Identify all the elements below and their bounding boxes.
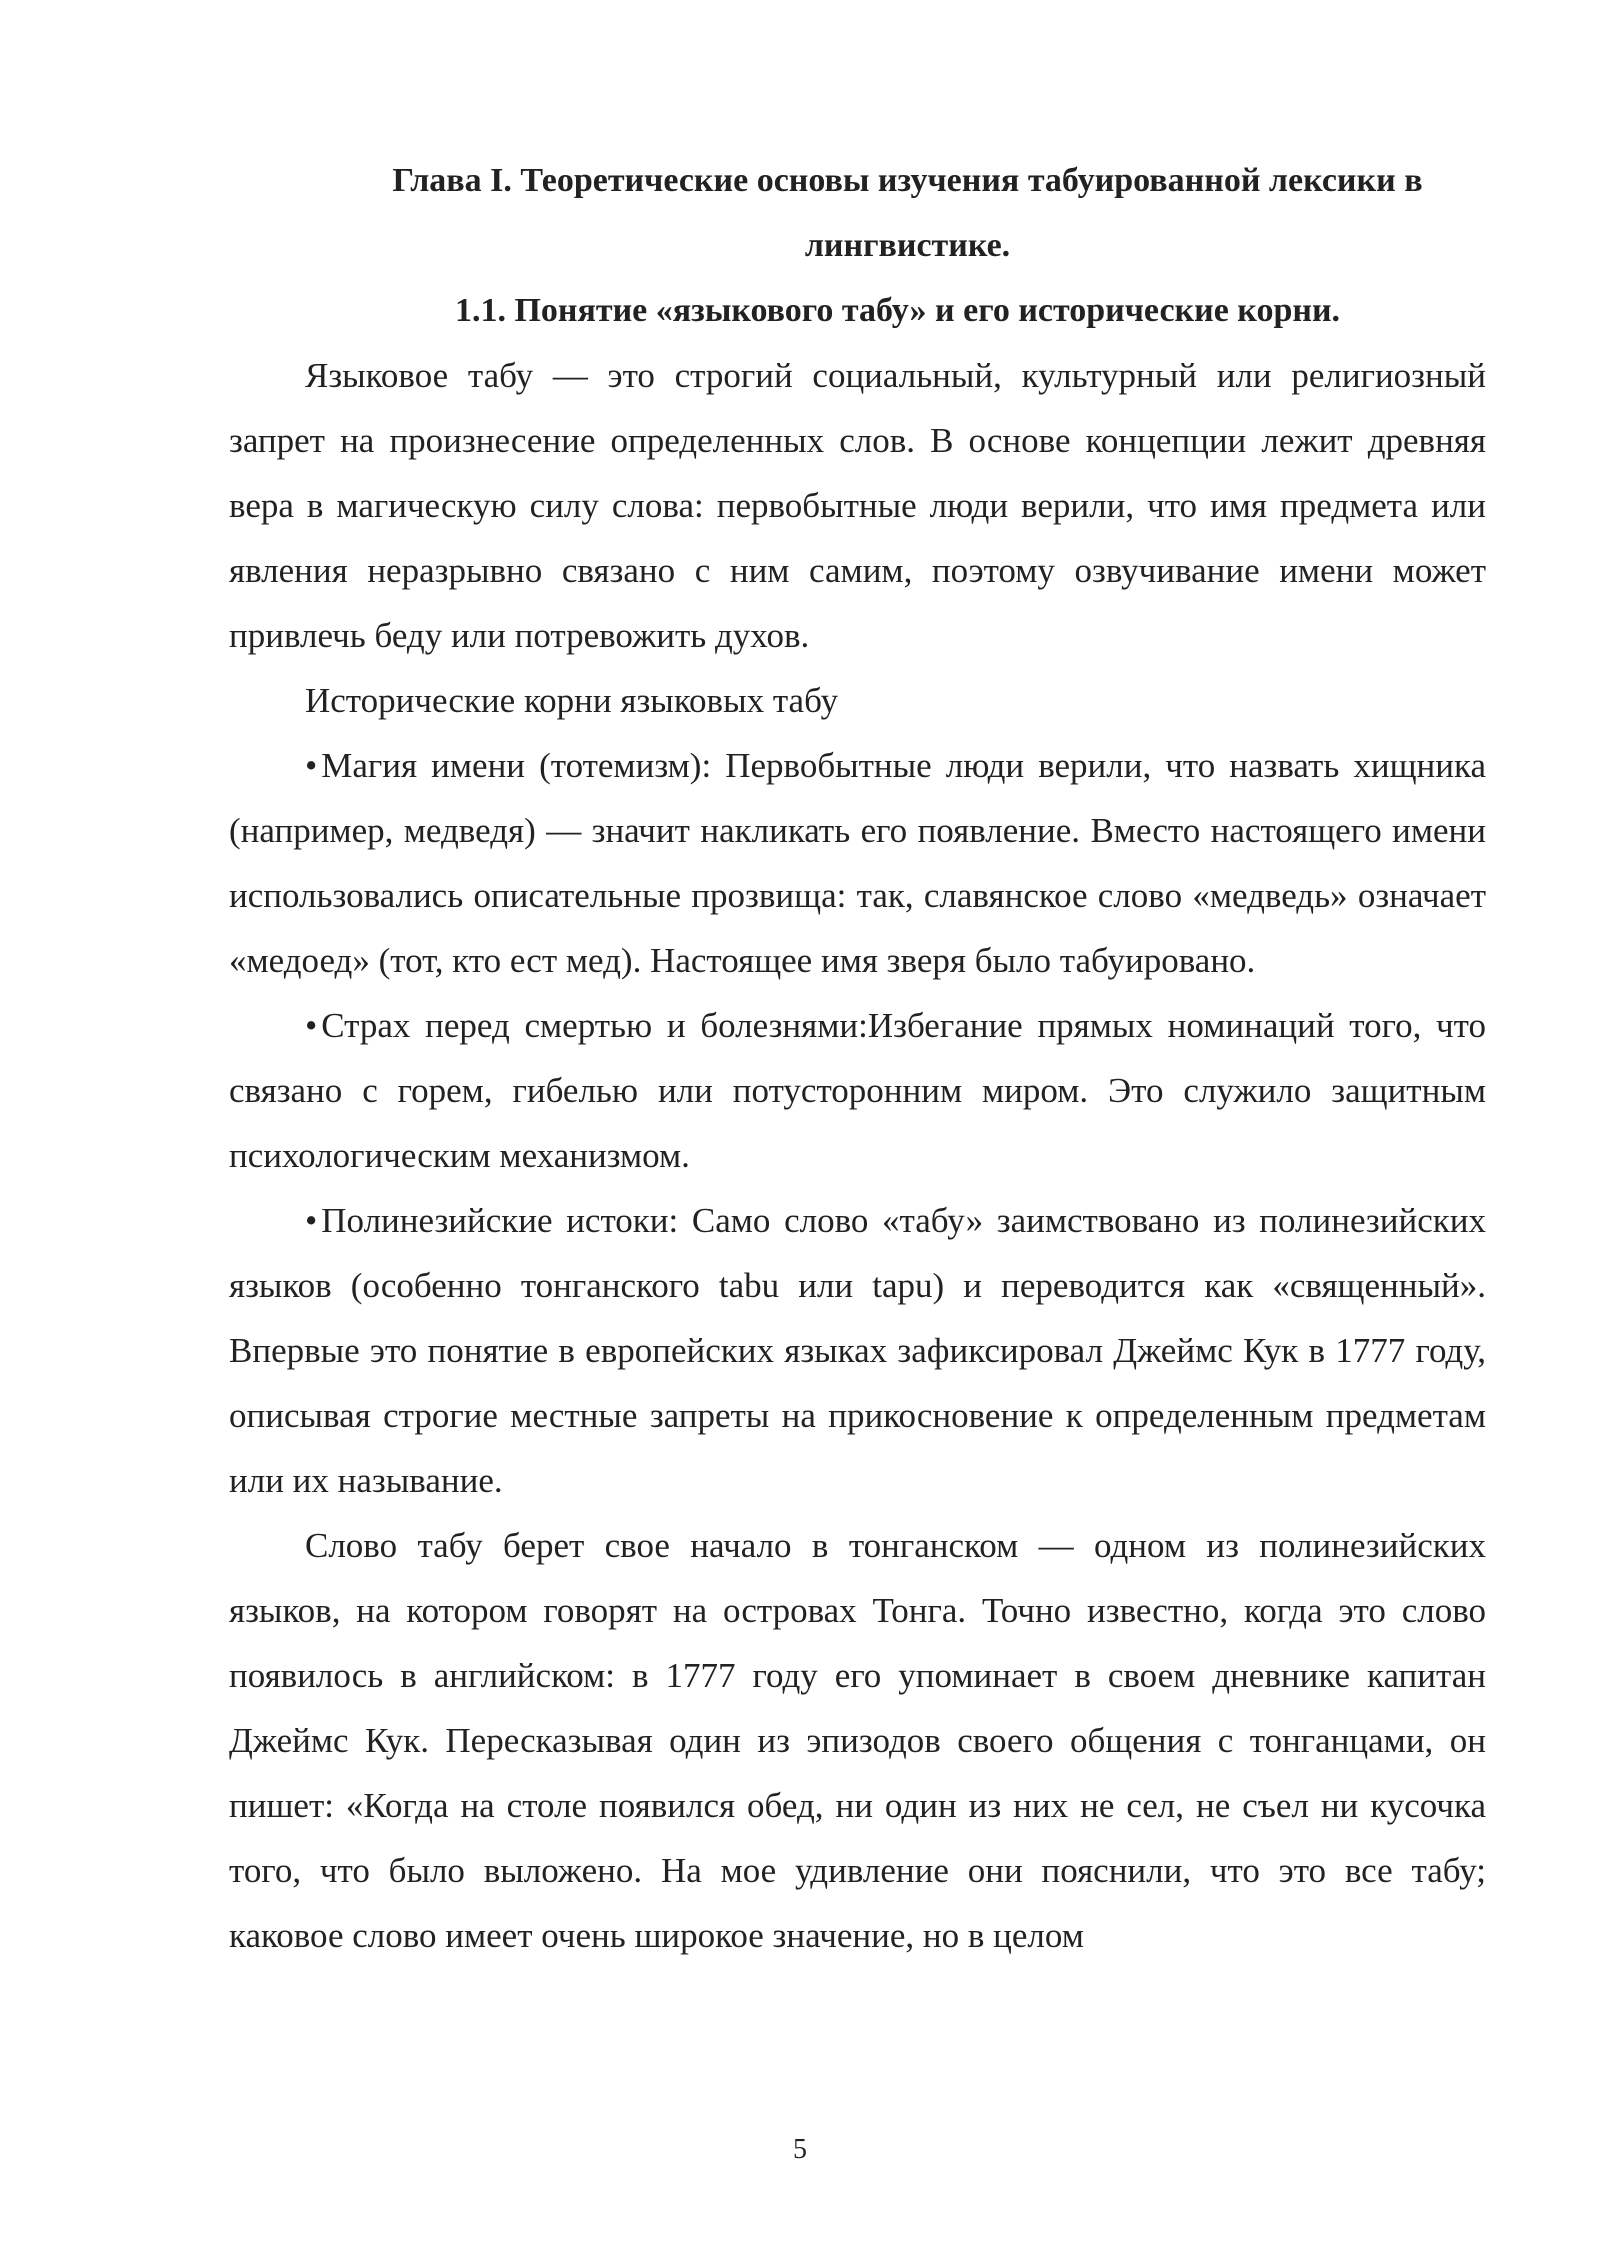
bullet-item-fear-of-death: [229, 993, 1486, 1188]
bullet-text: Полинезийские истоки: Само слово «табу» заимствовано из полинезийских языков (особенно тонганского tabu или tapu) и переводится как «священный». Впервые это понятие в европейских языках зафиксировал Джеймс Кук в 1777 году, описывая строгие местные запреты на прикосновение к определенным предметам или их называние.: [229, 1201, 1486, 1500]
bullet-icon: •: [305, 1201, 318, 1240]
bullet-item-polynesian-origins: [229, 1188, 1486, 1513]
paragraph-definition: Языковое табу — это строгий социальный, культурный или религиозный запрет на произнесение определенных слов. В основе концепции лежит древняя вера в магическую силу слова: первобытные люди верили, что имя предмета или явления неразрывно связано с ним самим, поэтому озвучивание имени может привлечь беду или потревожить духов.: [229, 356, 1486, 655]
paragraph-subheading: Исторические корни языковых табу: [305, 681, 839, 720]
page-content: [229, 148, 1486, 1968]
paragraph-tongan-origin: Слово табу берет свое начало в тонганском — одном из полинезийских языков, на котором говорят на островах Тонга. Точно известно, когда это слово появилось в английском: в 1777 году его упоминает в своем дневнике капитан Джеймс Кук. Пересказывая один из эпизодов своего общения с тонганцами, он пишет: «Когда на столе появился обед, ни один из них не сел, не съел ни кусочка того, что было выложено. На мое удивление они пояснили, что это все табу; каковое слово имеет очень широкое значение, но в целом: [229, 1526, 1486, 1955]
bullet-icon: •: [305, 1006, 318, 1045]
section-title: 1.1. Понятие «языкового табу» и его исторические корни.: [454, 292, 1341, 329]
bullet-icon: •: [305, 746, 318, 785]
bullet-text: Страх перед смертью и болезнями:Избегание прямых номинаций того, что связано с горем, гибелью или потусторонним миром. Это служило защитным психологическим механизмом.: [229, 1006, 1486, 1175]
chapter-title: Глава I. Теоретические основы изучения табуированной лексики в лингвистике.: [392, 162, 1423, 264]
bullet-text: Магия имени (тотемизм): Первобытные люди верили, что назвать хищника (например, медведя) — значит накликать его появление. Вместо настоящего имени использовались описательные прозвища: так, славянское слово «медведь» означает «медоед» (тот, кто ест мед). Настоящее имя зверя было табуировано.: [229, 746, 1486, 980]
page-number: 5: [793, 2134, 807, 2165]
bullet-item-name-magic: [229, 733, 1486, 993]
